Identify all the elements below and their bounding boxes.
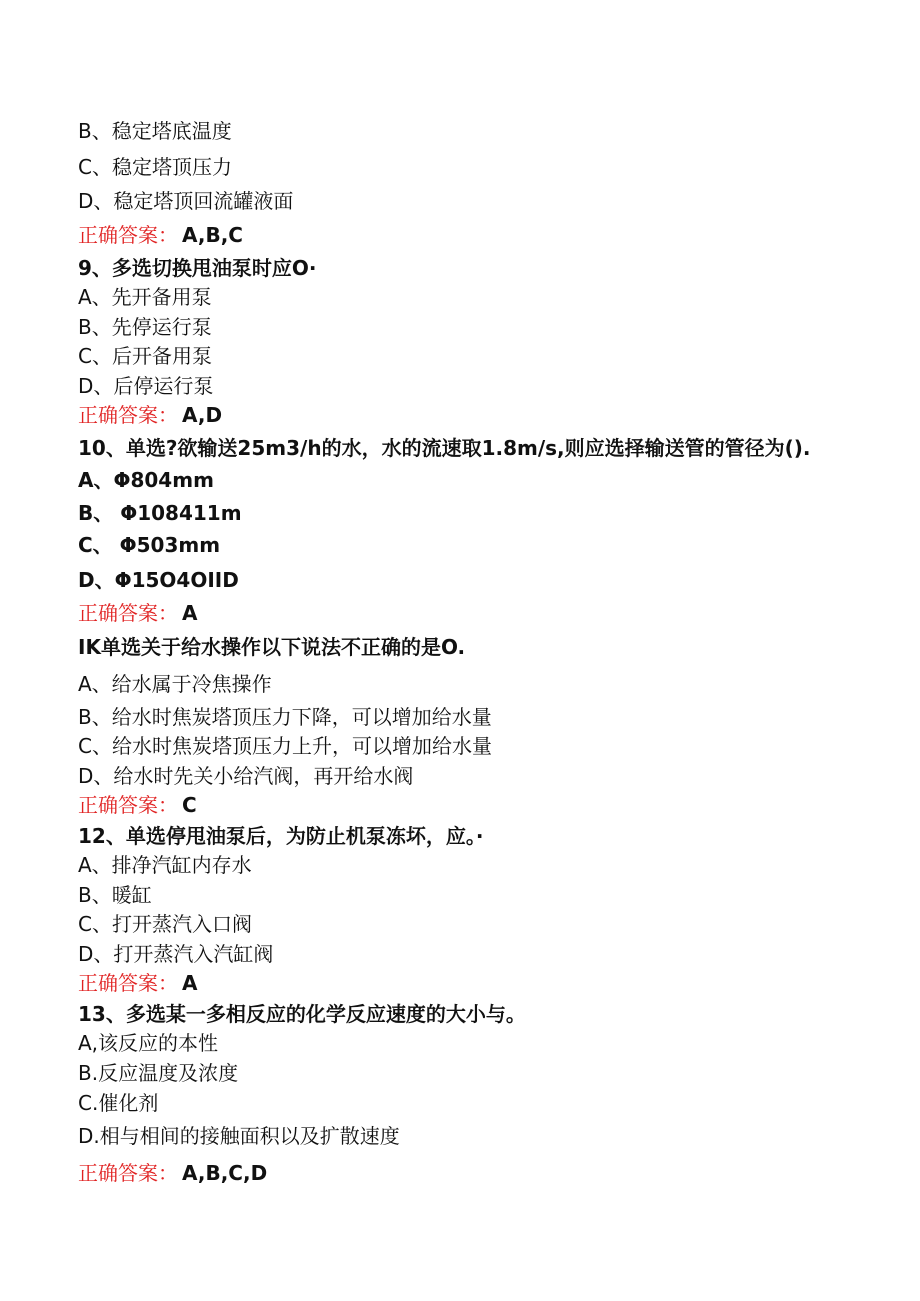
option-text: B、 Φ108411m — [78, 501, 242, 525]
option-text: A、排净汽缸内存水 — [78, 853, 252, 877]
answer-label: 正确答案： — [78, 1161, 178, 1185]
answer-value: A,D — [182, 403, 223, 427]
option-text: C、打开蒸汽入口阀 — [78, 912, 252, 936]
option-text: C、后开备用泵 — [78, 344, 212, 368]
option-text: A、Φ804mm — [78, 468, 214, 492]
answer-label: 正确答案： — [78, 403, 178, 427]
option-text: D、给水时先关小给汽阀，再开给水阀 — [78, 764, 414, 788]
option-text: A、先开备用泵 — [78, 285, 212, 309]
option-text: B、暖缸 — [78, 883, 152, 907]
question-text: IK单选关于给水操作以下说法不正确的是O. — [78, 635, 466, 659]
answer-value: A — [182, 971, 198, 995]
option-text: D、后停运行泵 — [78, 374, 214, 398]
answer-line — [78, 792, 197, 818]
answer-line — [78, 1160, 267, 1186]
option-text: A、给水属于冷焦操作 — [78, 672, 272, 696]
answer-label: 正确答案： — [78, 793, 178, 817]
option-text: B、先停运行泵 — [78, 315, 212, 339]
question-text: 10、单选?欲输送25m3/h的水，水的流速取1.8m/s,则应选择输送管的管径为(). — [78, 436, 811, 460]
option-text: D、稳定塔顶回流罐液面 — [78, 189, 294, 213]
answer-label: 正确答案： — [78, 601, 178, 625]
option-text: D.相与相间的接触面积以及扩散速度 — [78, 1124, 400, 1148]
answer-value: A,B,C,D — [182, 1161, 268, 1185]
answer-line — [78, 600, 197, 626]
question-text: 12、单选停甩油泵后，为防止机泵冻坏，应。· — [78, 824, 484, 848]
answer-value: A — [182, 601, 198, 625]
option-text: D、Φ15O4OIID — [78, 568, 239, 592]
option-text: B.反应温度及浓度 — [78, 1061, 239, 1085]
answer-value: C — [182, 793, 197, 817]
answer-line — [78, 222, 243, 248]
answer-line — [78, 970, 197, 996]
option-text: C.催化剂 — [78, 1091, 159, 1115]
option-text: B、稳定塔底温度 — [78, 119, 232, 143]
answer-label: 正确答案： — [78, 223, 178, 247]
answer-value: A,B,C — [182, 223, 243, 247]
answer-line — [78, 402, 222, 428]
question-text: 13、多选某一多相反应的化学反应速度的大小与。 — [78, 1002, 526, 1026]
option-text: C、给水时焦炭塔顶压力上升，可以增加给水量 — [78, 734, 492, 758]
option-text: C、稳定塔顶压力 — [78, 155, 232, 179]
option-text: B、给水时焦炭塔顶压力下降，可以增加给水量 — [78, 705, 492, 729]
question-text: 9、多选切换甩油泵时应O· — [78, 256, 317, 280]
option-text: C、 Φ503mm — [78, 533, 221, 557]
option-text: A,该反应的本性 — [78, 1031, 219, 1055]
answer-label: 正确答案： — [78, 971, 178, 995]
option-text: D、打开蒸汽入汽缸阀 — [78, 942, 274, 966]
